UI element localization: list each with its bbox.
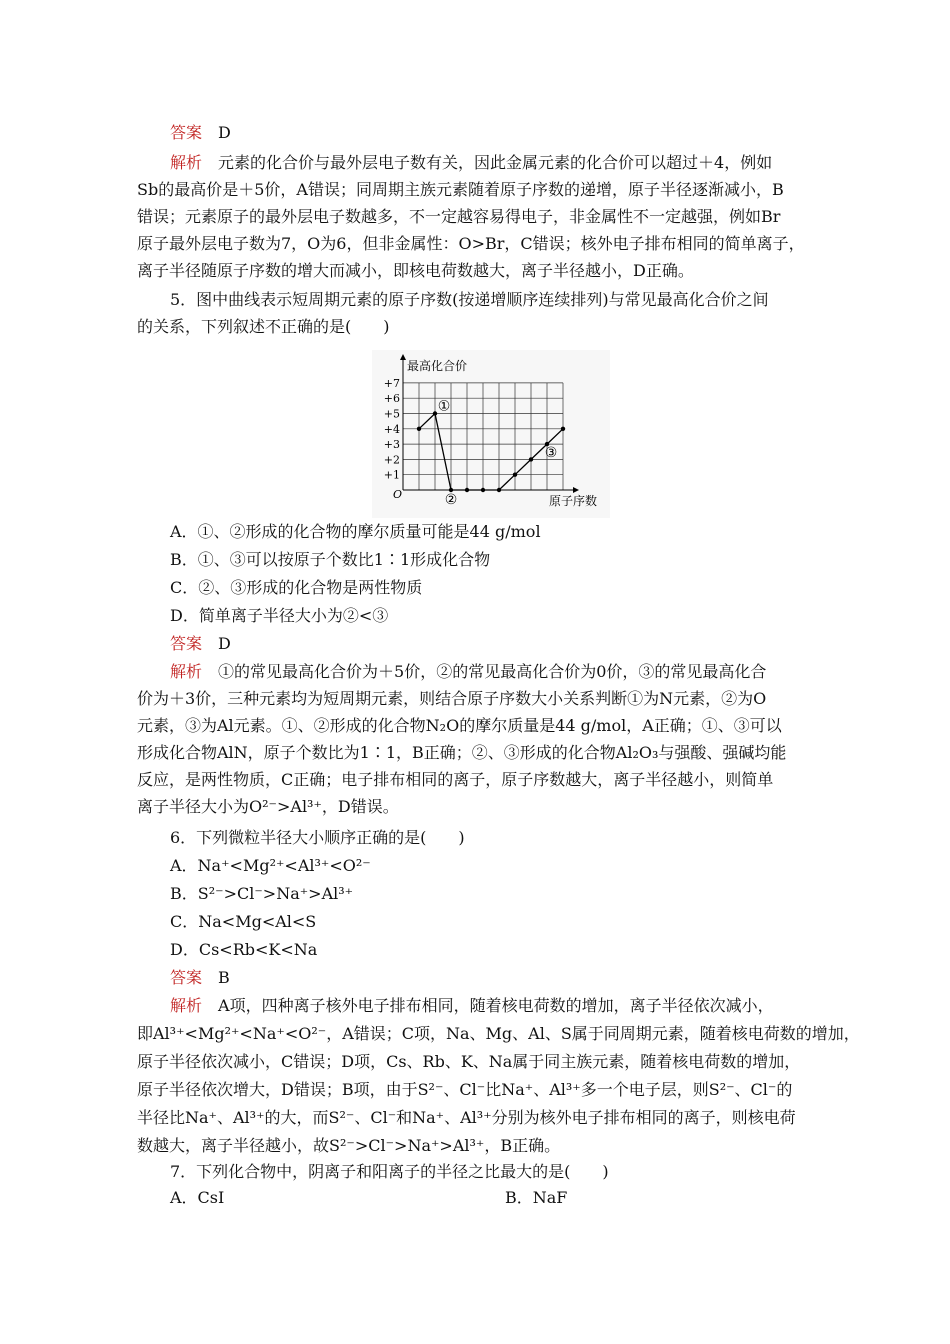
annotation-label: ③ bbox=[544, 444, 558, 461]
q6-option-a: A．Na⁺<Mg²⁺<Al³⁺<O²⁻ bbox=[170, 856, 371, 875]
q5-option-d: D．简单离子半径大小为②<③ bbox=[170, 606, 389, 625]
data-point bbox=[513, 473, 517, 477]
origin-label: O bbox=[393, 488, 403, 501]
q4-analysis-line-1 bbox=[170, 153, 850, 173]
valence-chart bbox=[372, 350, 610, 518]
analysis-label: 解析 bbox=[170, 662, 203, 681]
chart-svg bbox=[372, 350, 610, 518]
q5-analysis-line-3: 元素，③为Al元素。①、②形成的化合物N₂O的摩尔质量是44 g/mol，A正确；①、③可以 bbox=[137, 716, 782, 735]
data-point bbox=[433, 411, 437, 415]
q4-analysis-line-4: 原子最外层电子数为7，O为6，但非金属性：O>Br，C错误；核外电子排布相同的简单离子， bbox=[137, 234, 805, 253]
q6-analysis-line-4: 原子半径依次增大，D错误；B项，由于S²⁻、Cl⁻比Na⁺、Al³⁺多一个电子层，则S²⁻、Cl⁻的 bbox=[137, 1080, 793, 1099]
answer-value: D bbox=[218, 123, 231, 142]
q6-analysis-line-6: 数越大，离子半径越小，故S²⁻>Cl⁻>Na⁺>Al³⁺，B正确。 bbox=[137, 1136, 561, 1155]
y-tick-label: +2 bbox=[383, 453, 400, 467]
q7-option-a: A．CsI bbox=[170, 1188, 225, 1207]
q5-analysis-line-2: 价为＋3价，三种元素均为短周期元素，则结合原子序数大小关系判断①为N元素，②为O bbox=[137, 689, 767, 708]
y-tick-label: +6 bbox=[383, 392, 400, 406]
y-axis-arrow bbox=[400, 354, 406, 360]
analysis-label: 解析 bbox=[170, 996, 203, 1015]
answer-label: 答案 bbox=[170, 968, 203, 987]
data-point bbox=[497, 488, 501, 492]
data-point bbox=[481, 488, 485, 492]
q5-answer bbox=[170, 634, 850, 654]
data-point bbox=[465, 488, 469, 492]
q4-analysis-line-2: Sb的最高价是＋5价，A错误；同周期主族元素随着原子序数的递增，原子半径逐渐减小，B bbox=[137, 180, 784, 199]
q5-option-c: C．②、③形成的化合物是两性物质 bbox=[170, 578, 423, 597]
q6-option-c: C．Na<Mg<Al<S bbox=[170, 912, 317, 931]
answer-value: B bbox=[218, 968, 230, 987]
q7-option-b: B．NaF bbox=[505, 1188, 568, 1207]
q5-analysis-line-4: 形成化合物AlN，原子个数比为1∶1，B正确；②、③形成的化合物Al₂O₃与强酸、强碱均能 bbox=[137, 743, 787, 762]
analysis-text: ①的常见最高化合价为＋5价，②的常见最高化合价为0价，③的常见最高化合 bbox=[218, 662, 767, 681]
data-point bbox=[561, 427, 565, 431]
q5-analysis-line-6: 离子半径大小为O²⁻>Al³⁺，D错误。 bbox=[137, 797, 399, 816]
q4-analysis-line-3: 错误；元素原子的最外层电子数越多，不一定越容易得电子，非金属性不一定越强，例如Br bbox=[137, 207, 781, 226]
y-tick-label: +5 bbox=[383, 407, 400, 421]
y-axis-label: 最高化合价 bbox=[407, 359, 468, 373]
annotation-label: ② bbox=[444, 492, 458, 508]
q6-option-d: D．Cs<Rb<K<Na bbox=[170, 940, 318, 959]
q6-analysis-line-5: 半径比Na⁺、Al³⁺的大，而S²⁻、Cl⁻和Na⁺、Al³⁺分别为核外电子排布相同的离子，则核电荷 bbox=[137, 1108, 796, 1127]
q4-analysis-line-5: 离子半径随原子序数的增大而减小，即核电荷数越大，离子半径越小，D正确。 bbox=[137, 261, 694, 280]
q7-stem: 7．下列化合物中，阴离子和阳离子的半径之比最大的是( ) bbox=[170, 1162, 609, 1181]
q6-answer bbox=[170, 968, 850, 988]
q5-option-b: B．①、③可以按原子个数比1∶1形成化合物 bbox=[170, 550, 491, 569]
y-tick-label: +1 bbox=[383, 468, 400, 482]
x-axis-label: 原子序数 bbox=[549, 494, 598, 508]
answer-value: D bbox=[218, 634, 231, 653]
q5-analysis-line-5: 反应，是两性物质，C正确；电子排布相同的离子，原子序数越大，离子半径越小，则简单 bbox=[137, 770, 774, 789]
y-tick-label: +7 bbox=[383, 376, 400, 390]
x-axis-arrow bbox=[573, 487, 579, 493]
y-tick-label: +4 bbox=[383, 422, 400, 436]
analysis-text: A项，四种离子核外电子排布相同，随着核电荷数的增加，离子半径依次减小， bbox=[218, 996, 774, 1015]
q6-analysis-line-3: 原子半径依次减小，C错误；D项，Cs、Rb、K、Na属于同主族元素，随着核电荷数的增加， bbox=[137, 1052, 801, 1071]
q6-option-b: B．S²⁻>Cl⁻>Na⁺>Al³⁺ bbox=[170, 884, 354, 903]
q4-answer bbox=[170, 123, 850, 143]
data-point bbox=[417, 427, 421, 431]
data-point bbox=[529, 457, 533, 461]
y-tick-label: +3 bbox=[383, 438, 400, 452]
answer-label: 答案 bbox=[170, 123, 203, 142]
q5-analysis-line-1 bbox=[170, 662, 850, 682]
analysis-label: 解析 bbox=[170, 153, 203, 172]
analysis-text: 元素的化合价与最外层电子数有关，因此金属元素的化合价可以超过＋4，例如 bbox=[218, 153, 773, 172]
q6-stem: 6．下列微粒半径大小顺序正确的是( ) bbox=[170, 828, 465, 847]
q6-analysis-line-2: 即Al³⁺<Mg²⁺<Na⁺<O²⁻，A错误；C项，Na、Mg、Al、S属于同周期元素，随着核电荷数的增加， bbox=[137, 1024, 860, 1043]
q5-option-a: A．①、②形成的化合物的摩尔质量可能是44 g/mol bbox=[170, 522, 541, 541]
annotation-label: ① bbox=[437, 398, 451, 415]
q5-stem-1: 5．图中曲线表示短周期元素的原子序数(按递增顺序连续排列)与常见最高化合价之间 bbox=[170, 290, 769, 309]
q6-analysis-line-1 bbox=[170, 996, 850, 1016]
answer-label: 答案 bbox=[170, 634, 203, 653]
series-line bbox=[419, 414, 563, 491]
q5-stem-2: 的关系，下列叙述不正确的是( ) bbox=[137, 317, 390, 336]
